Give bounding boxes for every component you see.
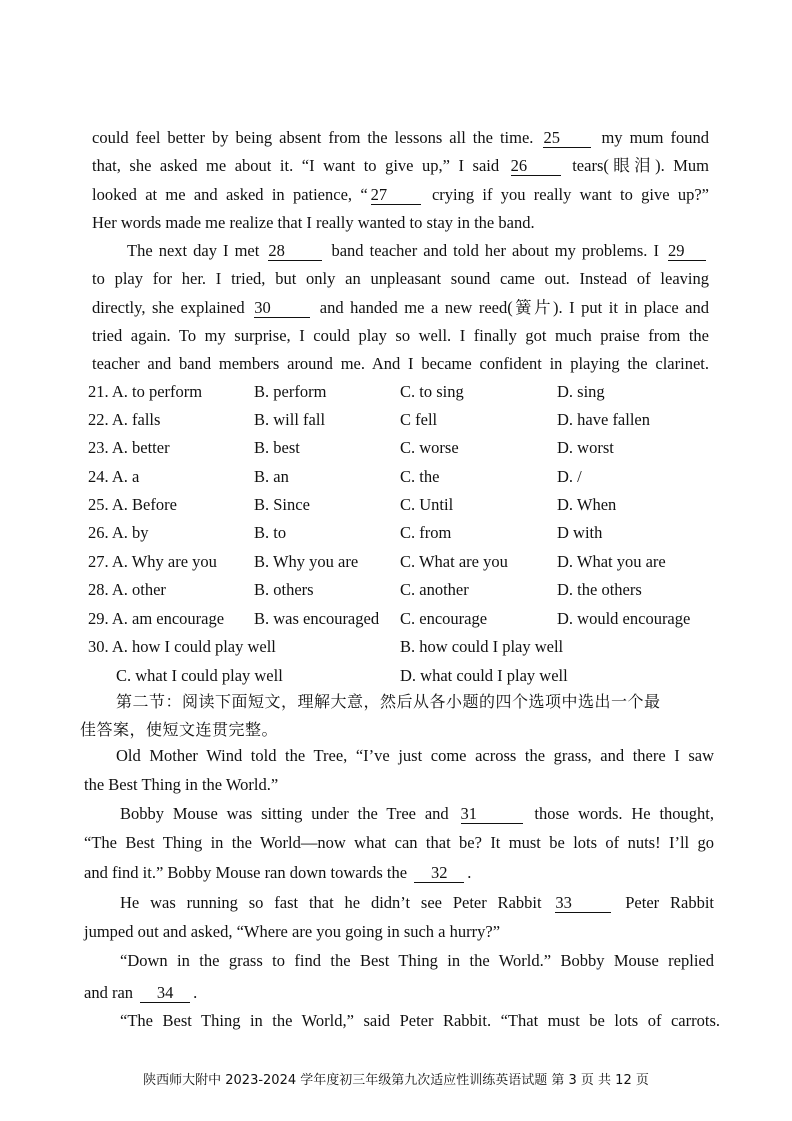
blank-31: 31 xyxy=(461,805,523,824)
passage-line: could feel better by being absent from the lessons all the time. 25 my mum found xyxy=(92,128,709,147)
blank-34: 34 xyxy=(140,984,190,1003)
blank-32: 32 xyxy=(414,864,464,883)
q26-c: C. from xyxy=(400,523,452,542)
q26-d: D with xyxy=(557,523,603,542)
q25-c: C. Until xyxy=(400,495,454,514)
q27-b: B. Why you are xyxy=(254,552,359,571)
q29-d: D. would encourage xyxy=(557,609,691,628)
q30-a: 30. A. how I could play well xyxy=(88,637,276,656)
section-instruction: 第二节：阅读下面短文，理解大意，然后从各小题的四个选项中选出一个最 xyxy=(116,692,661,711)
q21-b: B. perform xyxy=(254,382,327,401)
passage-line: to play for her. I tried, but only an unpleasant sound came out. Instead of leaving xyxy=(92,269,709,288)
q23-a: 23. A. better xyxy=(88,438,170,457)
passage-line: The next day I met 28 band teacher and told her about my problems. I 29 xyxy=(127,240,709,262)
q21-d: D. sing xyxy=(557,382,605,401)
q27-a: 27. A. Why are you xyxy=(88,552,217,571)
q24-d: D. / xyxy=(557,467,582,486)
q30-b: B. how could I play well xyxy=(400,637,564,656)
q26-b: B. to xyxy=(254,523,287,542)
passage-line: Her words made me realize that I really wanted to stay in the band. xyxy=(92,213,535,232)
q23-b: B. best xyxy=(254,438,300,457)
q24-a: 24. A. a xyxy=(88,467,140,486)
passage-line: Bobby Mouse was sitting under the Tree and 31 those words. He thought, xyxy=(120,804,715,823)
blank-33: 33 xyxy=(555,894,611,913)
q26-a: 26. A. by xyxy=(88,523,149,542)
q24-b: B. an xyxy=(254,467,289,486)
passage-line: teacher and band members around me. And I became confident in playing the clarinet. xyxy=(92,354,709,373)
q25-d: D. When xyxy=(557,495,617,514)
q29-b: B. was encouraged xyxy=(254,609,380,628)
passage-line: “The Best Thing in the World—now what can that be? It must be lots of nuts! I’ll go xyxy=(84,833,714,852)
section-instruction: 佳答案，使短文连贯完整。 xyxy=(80,720,279,739)
q28-b: B. others xyxy=(254,580,314,599)
q22-a: 22. A. falls xyxy=(88,410,161,429)
q22-b: B. will fall xyxy=(254,410,326,429)
passage-line: that, she asked me about it. “I want to give up,” I said 26 tears(眼泪). Mum xyxy=(92,156,710,175)
passage-line: and find it.” Bobby Mouse ran down towards the 32 . xyxy=(84,863,472,882)
q22-c: C fell xyxy=(400,410,438,429)
q25-a: 25. A. Before xyxy=(88,495,177,514)
blank-30: 30 xyxy=(254,299,310,318)
q28-d: D. the others xyxy=(557,580,642,599)
q27-d: D. What you are xyxy=(557,552,666,571)
passage-line: He was running so fast that he didn’t see Peter Rabbit 33 Peter Rabbit xyxy=(120,893,714,912)
passage-line: the Best Thing in the World.” xyxy=(84,775,279,794)
passage-line: jumped out and asked, “Where are you going in such a hurry?” xyxy=(84,922,501,941)
q23-c: C. worse xyxy=(400,438,459,457)
q23-d: D. worst xyxy=(557,438,614,457)
passage-line: directly, she explained 30 and handed me a new reed(簧片). I put it in place and xyxy=(92,298,710,317)
q27-c: C. What are you xyxy=(400,552,508,571)
passage-line: Old Mother Wind told the Tree, “I’ve just come across the grass, and there I saw xyxy=(116,746,714,765)
q21-c: C. to sing xyxy=(400,382,464,401)
passage-line: “The Best Thing in the World,” said Peter Rabbit. “That must be lots of carrots. xyxy=(120,1011,720,1030)
blank-28: 28 xyxy=(268,242,322,261)
q29-a: 29. A. am encourage xyxy=(88,609,225,628)
blank-26: 26 xyxy=(511,157,561,176)
q24-c: C. the xyxy=(400,467,440,486)
passage-line: “Down in the grass to find the Best Thing in the World.” Bobby Mouse replied xyxy=(120,951,714,970)
page-footer: 陕西师大附中 2023-2024 学年度初三年级第九次适应性训练英语试题 第 3 页 共 12 页 xyxy=(143,1073,649,1088)
q25-b: B. Since xyxy=(254,495,310,514)
q28-a: 28. A. other xyxy=(88,580,166,599)
blank-29: 29 xyxy=(668,242,706,261)
q29-c: C. encourage xyxy=(400,609,488,628)
q30-c: C. what I could play well xyxy=(116,666,283,685)
passage-line: tried again. To my surprise, I could play so well. I finally got much praise from the xyxy=(92,326,709,345)
q30-d: D. what could I play well xyxy=(400,666,568,685)
passage-line: looked at me and asked in patience, “ 27 crying if you really want to give up?” xyxy=(92,185,709,204)
q28-c: C. another xyxy=(400,580,469,599)
q21-a: 21. A. to perform xyxy=(88,382,203,401)
blank-27: 27 xyxy=(371,186,421,205)
q22-d: D. have fallen xyxy=(557,410,650,429)
passage-line: and ran 34 . xyxy=(84,983,198,1002)
blank-25: 25 xyxy=(543,129,591,148)
